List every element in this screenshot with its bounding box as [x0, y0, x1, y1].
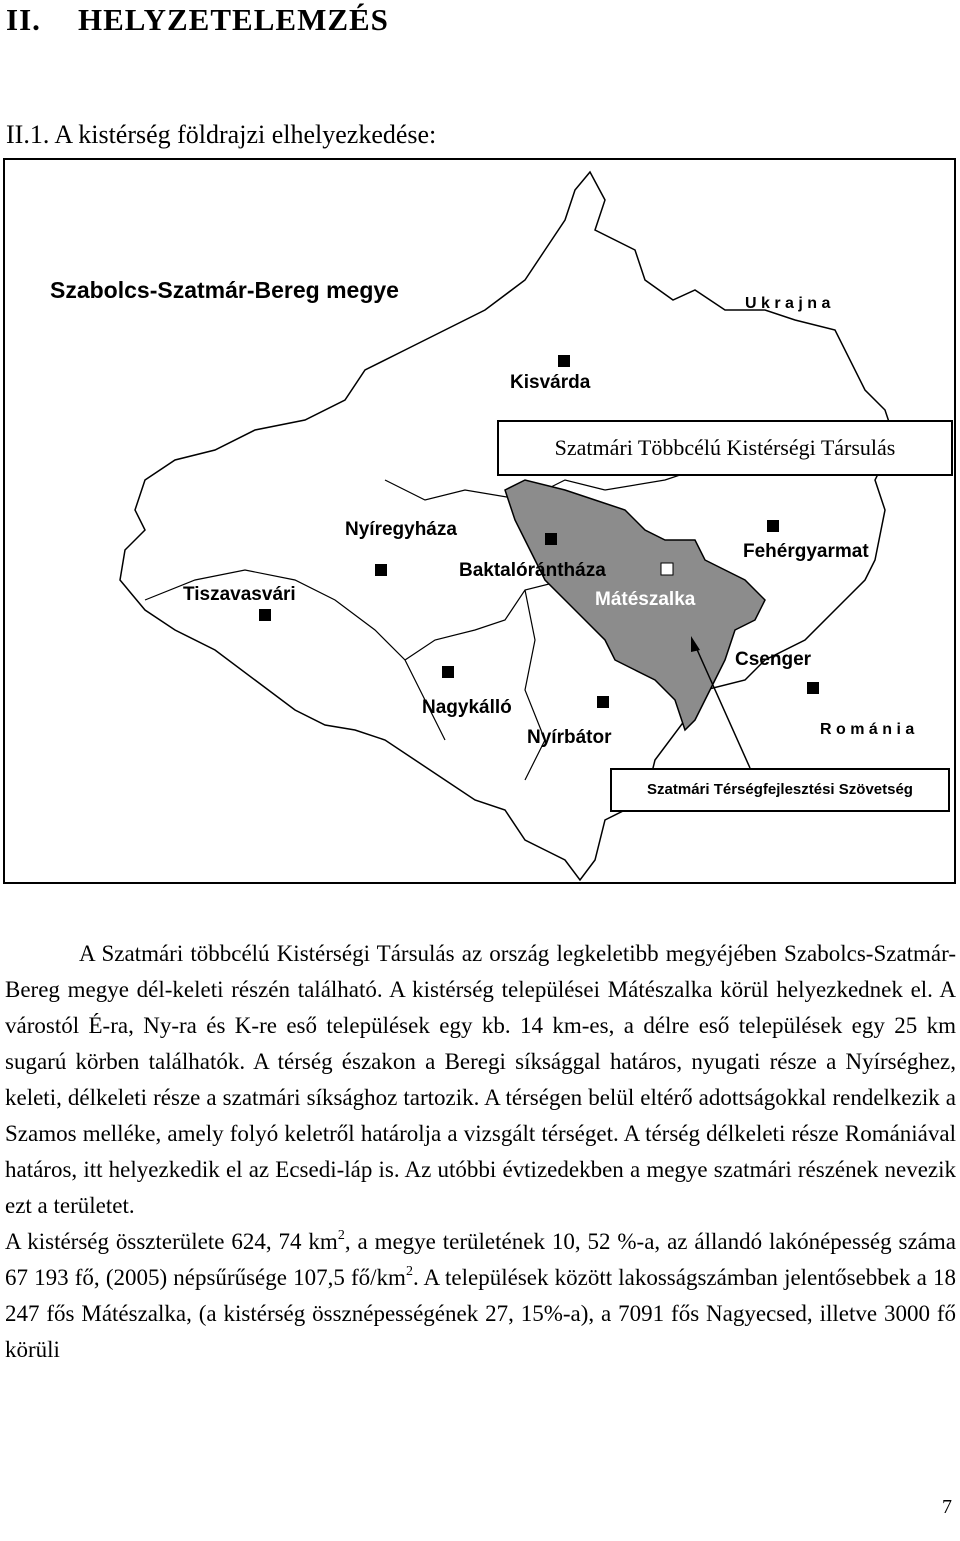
town-marker-mateszalka: [661, 563, 673, 575]
body-text: [5, 936, 956, 1368]
section-number: II.: [6, 2, 41, 37]
town-marker-fehergyarmat: [767, 520, 779, 532]
town-marker-csenger: [807, 682, 819, 694]
section-heading: [6, 0, 389, 40]
county-label: Szabolcs-Szatmár-Bereg megye: [50, 277, 399, 303]
superscript-1: 2: [337, 1228, 345, 1243]
page-number: 7: [942, 1496, 952, 1518]
town-marker-nyiregyhaza: [375, 564, 387, 576]
region-map: [3, 158, 956, 884]
paragraph-2-part-a: A kistérség összterülete 624, 74 km: [5, 1229, 338, 1254]
country-label-ukraine: U k r a j n a: [745, 295, 831, 312]
town-label-baktaloranthaza: Baktalórántháza: [459, 560, 606, 581]
town-marker-kisvarda: [558, 355, 570, 367]
town-label-csenger: Csenger: [735, 649, 812, 670]
town-label-mateszalka: Mátészalka: [595, 589, 696, 610]
town-label-fehergyarmat: Fehérgyarmat: [743, 541, 869, 562]
town-marker-baktaloranthaza: [545, 533, 557, 545]
town-label-tiszavasvari: Tiszavasvári: [183, 584, 296, 605]
town-label-kisvarda: Kisvárda: [510, 372, 591, 393]
town-label-nyirbator: Nyírbátor: [527, 727, 612, 748]
association-box: Szatmári Térségfejlesztési Szövetség: [610, 768, 950, 812]
country-label-romania: R o m á n i a: [820, 721, 915, 738]
paragraph-2-part-b: , a megye területének 10, 52 %-a, az állandó lakónépesség száma 67 193 fő, (2005) népsűrűsége 107,5 fő/km: [5, 1229, 956, 1290]
paragraph-1: A Szatmári többcélú Kistérségi Társulás az ország legkeletibb megyéjében Szabolcs-Szatmár-Bereg megye dél-keleti részén található. A kistérség települései Mátészalka körül helyezkednek el. A várostól É-ra, Ny-ra és K-re eső települések egy kb. 14 km-es, a délre eső települések egy 25 km sugarú körben találhatók. A térség északon a Beregi síksággal határos, nyugati része a Nyírséghez, keleti, délkeleti része a szatmári síksághoz tartozik. A térségen belül eltérő adottságokkal rendelkezik a Szamos melléke, amely folyó keletről határolja a vizsgált térséget. A térség délkeleti része Romániával határos, itt helyezkedik el az Ecsedi-láp is. Az utóbbi évtizedekben a megye szatmári részének nevezik ezt a területet.: [5, 941, 956, 1218]
town-marker-nyirbator: [597, 696, 609, 708]
paragraph-2: [5, 1224, 956, 1368]
town-marker-tiszavasvari: [259, 609, 271, 621]
legend-box: Szatmári Többcélú Kistérségi Társulás: [497, 420, 953, 476]
town-label-nagykallo: Nagykálló: [422, 697, 512, 718]
subsection-heading: II.1. A kistérség földrajzi elhelyezkedése:: [6, 120, 437, 149]
section-title: HELYZETELEMZÉS: [78, 2, 389, 37]
town-marker-nagykallo: [442, 666, 454, 678]
paragraph-2-part-c: . A települések között lakosságszámban jelentősebbek a 18 247 fős Mátészalka, (a kistérség össznépességének 27, 15%-a), a 7091 fős Nagyecsed, illetve 3000 fő körüli: [5, 1265, 957, 1362]
superscript-2: 2: [405, 1264, 413, 1279]
town-label-nyiregyhaza: Nyíregyháza: [345, 519, 457, 540]
